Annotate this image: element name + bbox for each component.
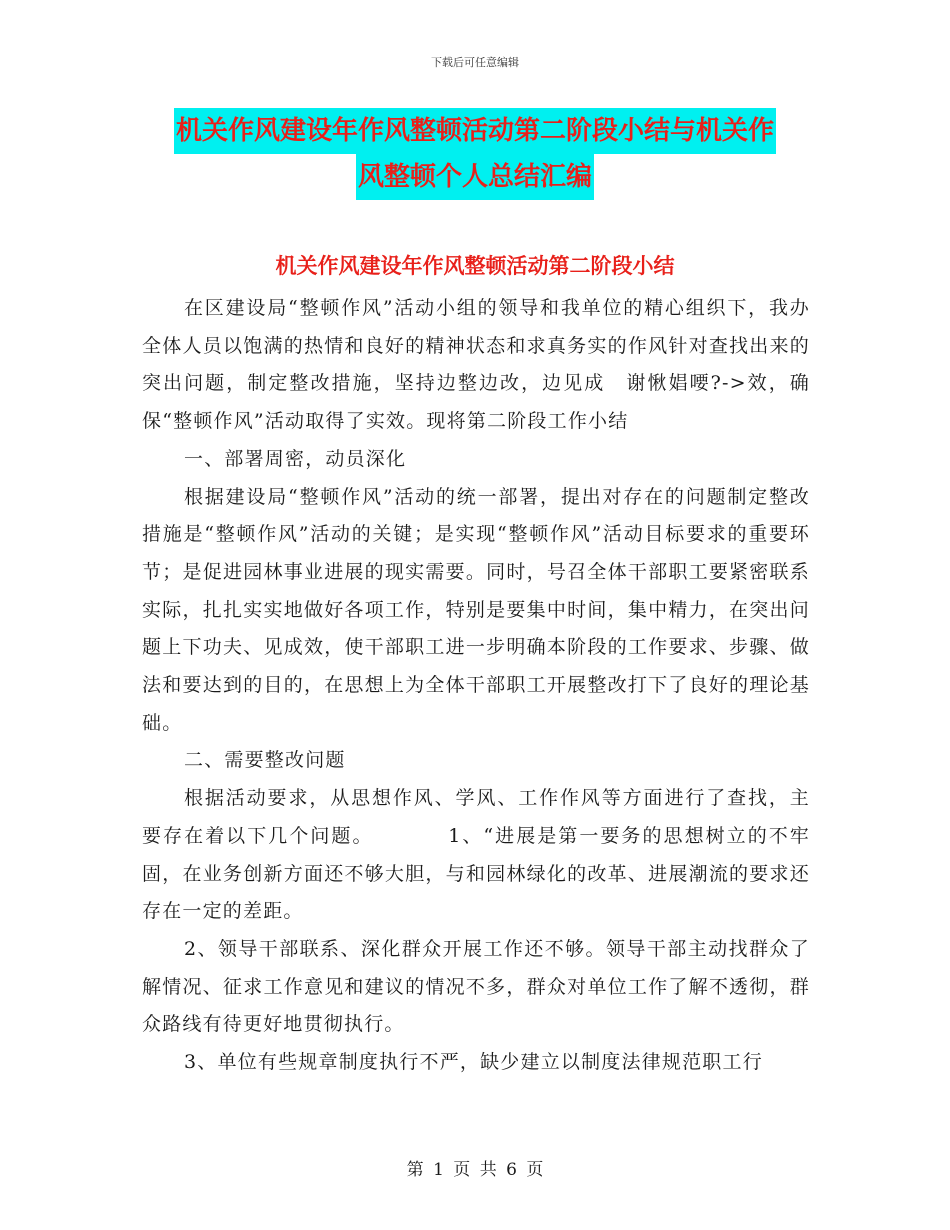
document-title bbox=[0, 108, 950, 200]
paragraph-item-2: 2、领导干部联系、深化群众开展工作还不够。领导干部主动找群众了解情况、征求工作意见和建议的情况不多，群众对单位工作了解不透彻，群众路线有待更好地贯彻执行。 bbox=[142, 937, 810, 1036]
section-title: 机关作风建设年作风整顿活动第二阶段小结 bbox=[275, 253, 675, 278]
page-footer: 第 1 页 共 6 页 bbox=[406, 1160, 544, 1180]
heading-section-1: 一、部署周密，动员深化 bbox=[184, 447, 407, 470]
paragraph-section-1: 根据建设局“整顿作风”活动的统一部署，提出对存在的问题制定整改措施是“整顿作风”活动的关键；是实现“整顿作风”活动目标要求的重要环节；是促进园林事业进展的现实需要。同时，号召全体干部职工要紧密联系实际，扎扎实实地做好各项工作，特别是要集中时间，集中精力，在突出问题上下功夫、见成效，使干部职工进一步明确本阶段的工作要求、步骤、做法和要达到的目的，在思想上为全体干部职工开展整改打下了良好的理论基础。 bbox=[142, 485, 810, 734]
title-line-2: 风整顿个人总结汇编 bbox=[356, 154, 594, 200]
paragraph-intro: 在区建设局“整顿作风”活动小组的领导和我单位的精心组织下，我办全体人员以饱满的热情和良好的精神状态和求真务实的作风针对查找出来的突出问题，制定整改措施，坚持边整边改，边见成 谢愀娼喓?->效，确保“整顿作风”活动取得了实效。现将第二阶段工作小结 bbox=[142, 297, 810, 433]
paragraph-section-2: 根据活动要求，从思想作风、学风、工作作风等方面进行了查找，主要存在着以下几个问题。 1、“进展是第一要务的思想树立的不牢固，在业务创新方面还不够大胆，与和园林绿化的改革、进展潮流的要求还存在一定的差距。 bbox=[142, 787, 810, 923]
title-line-1: 机关作风建设年作风整顿活动第二阶段小结与机关作 bbox=[174, 108, 776, 154]
page-header-note: 下载后可任意编辑 bbox=[431, 56, 519, 69]
heading-section-2: 二、需要整改问题 bbox=[184, 749, 346, 772]
paragraph-item-3: 3、单位有些规章制度执行不严，缺少建立以制度法律规范职工行 bbox=[184, 1051, 763, 1074]
document-body bbox=[142, 290, 810, 1082]
